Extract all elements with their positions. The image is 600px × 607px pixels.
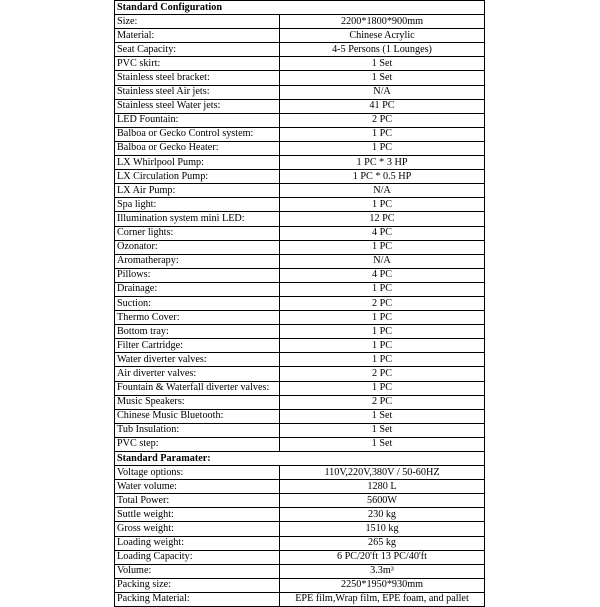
spec-value: 1 PC * 0.5 HP xyxy=(280,170,485,184)
spec-row xyxy=(115,99,485,113)
spec-value: EPE film,Wrap film, EPE foam, and pallet xyxy=(280,592,485,606)
spec-row xyxy=(115,494,485,508)
spec-label: Material: xyxy=(115,29,280,43)
spec-value: 1 PC xyxy=(280,240,485,254)
spec-row xyxy=(115,29,485,43)
spec-label: Seat Capacity: xyxy=(115,43,280,57)
spec-row xyxy=(115,381,485,395)
spec-value: 1510 kg xyxy=(280,522,485,536)
spec-label: Stainless steel Air jets: xyxy=(115,85,280,99)
spec-label: Illumination system mini LED: xyxy=(115,212,280,226)
spec-label: Filter Cartridge: xyxy=(115,339,280,353)
spec-label: Packing Material: xyxy=(115,592,280,606)
spec-row xyxy=(115,43,485,57)
spec-table-body xyxy=(115,1,485,607)
spec-row xyxy=(115,423,485,437)
spec-value: 2 PC xyxy=(280,113,485,127)
spec-value: 1 PC xyxy=(280,282,485,296)
spec-label: Stainless steel bracket: xyxy=(115,71,280,85)
spec-value: 1 Set xyxy=(280,423,485,437)
spec-label: Suction: xyxy=(115,296,280,310)
spec-row xyxy=(115,578,485,592)
spec-row xyxy=(115,254,485,268)
spec-value: 12 PC xyxy=(280,212,485,226)
section-header-row xyxy=(115,452,485,466)
spec-value: 230 kg xyxy=(280,508,485,522)
spec-row xyxy=(115,268,485,282)
spec-value: 2 PC xyxy=(280,395,485,409)
spec-row xyxy=(115,282,485,296)
spec-value: N/A xyxy=(280,184,485,198)
spec-label: Pillows: xyxy=(115,268,280,282)
spec-value: 6 PC/20'ft 13 PC/40'ft xyxy=(280,550,485,564)
spec-value: 2 PC xyxy=(280,296,485,310)
spec-value: 5600W xyxy=(280,494,485,508)
spec-label: LED Fountain: xyxy=(115,113,280,127)
spec-row xyxy=(115,353,485,367)
spec-label: Suttle weight: xyxy=(115,508,280,522)
spec-value: 1 Set xyxy=(280,57,485,71)
spec-value: 1 PC xyxy=(280,141,485,155)
spec-row xyxy=(115,339,485,353)
spec-row xyxy=(115,226,485,240)
spec-label: LX Circulation Pump: xyxy=(115,170,280,184)
spec-row xyxy=(115,367,485,381)
spec-label: Spa light: xyxy=(115,198,280,212)
spec-value: 1 PC xyxy=(280,198,485,212)
spec-value: 2250*1950*930mm xyxy=(280,578,485,592)
spec-value: 110V,220V,380V / 50-60HZ xyxy=(280,466,485,480)
spec-label: PVC skirt: xyxy=(115,57,280,71)
spec-row xyxy=(115,113,485,127)
spec-row xyxy=(115,437,485,451)
spec-value: 1 PC xyxy=(280,311,485,325)
spec-label: Drainage: xyxy=(115,282,280,296)
spec-label: Voltage options: xyxy=(115,466,280,480)
spec-label: Thermo Cover: xyxy=(115,311,280,325)
spec-value: 4 PC xyxy=(280,268,485,282)
spec-row xyxy=(115,522,485,536)
section-header-row xyxy=(115,1,485,15)
spec-value: 1 PC xyxy=(280,353,485,367)
spec-row xyxy=(115,409,485,423)
spec-label: Loading weight: xyxy=(115,536,280,550)
spec-value: 1 Set xyxy=(280,437,485,451)
spec-label: Packing size: xyxy=(115,578,280,592)
spec-row xyxy=(115,550,485,564)
spec-row xyxy=(115,240,485,254)
spec-value: 2 PC xyxy=(280,367,485,381)
spec-table xyxy=(114,0,485,607)
spec-value: 1 PC xyxy=(280,325,485,339)
spec-value: 3.3m³ xyxy=(280,564,485,578)
spec-row xyxy=(115,71,485,85)
spec-row xyxy=(115,564,485,578)
spec-value: 1 PC xyxy=(280,127,485,141)
spec-value: 1 PC * 3 HP xyxy=(280,156,485,170)
spec-value: 1 PC xyxy=(280,339,485,353)
spec-label: Tub Insulation: xyxy=(115,423,280,437)
spec-value: 1 Set xyxy=(280,409,485,423)
spec-label: Loading Capacity: xyxy=(115,550,280,564)
spec-label: LX Whirlpool Pump: xyxy=(115,156,280,170)
spec-row xyxy=(115,592,485,606)
spec-value: 1 PC xyxy=(280,381,485,395)
spec-row xyxy=(115,296,485,310)
spec-label: Balboa or Gecko Heater: xyxy=(115,141,280,155)
spec-row xyxy=(115,184,485,198)
spec-label: Aromatherapy: xyxy=(115,254,280,268)
spec-label: Fountain & Waterfall diverter valves: xyxy=(115,381,280,395)
spec-label: Water diverter valves: xyxy=(115,353,280,367)
spec-row xyxy=(115,15,485,29)
spec-value: 4 PC xyxy=(280,226,485,240)
spec-row xyxy=(115,536,485,550)
spec-label: Size: xyxy=(115,15,280,29)
spec-value: Chinese Acrylic xyxy=(280,29,485,43)
spec-row xyxy=(115,325,485,339)
spec-label: Balboa or Gecko Control system: xyxy=(115,127,280,141)
spec-label: Total Power: xyxy=(115,494,280,508)
spec-value: 4-5 Persons (1 Lounges) xyxy=(280,43,485,57)
spec-label: Chinese Music Bluetooth: xyxy=(115,409,280,423)
spec-row xyxy=(115,508,485,522)
section-title: Standard Configuration xyxy=(115,1,485,15)
spec-label: Ozonator: xyxy=(115,240,280,254)
spec-value: 41 PC xyxy=(280,99,485,113)
section-title: Standard Paramater: xyxy=(115,452,485,466)
spec-label: LX Air Pump: xyxy=(115,184,280,198)
spec-label: Water volume: xyxy=(115,480,280,494)
spec-value: 1 Set xyxy=(280,71,485,85)
spec-row xyxy=(115,170,485,184)
spec-row xyxy=(115,311,485,325)
spec-label: Stainless steel Water jets: xyxy=(115,99,280,113)
spec-row xyxy=(115,466,485,480)
spec-row xyxy=(115,141,485,155)
spec-value: 265 kg xyxy=(280,536,485,550)
spec-row xyxy=(115,198,485,212)
spec-label: Gross weight: xyxy=(115,522,280,536)
spec-label: Volume: xyxy=(115,564,280,578)
spec-value: N/A xyxy=(280,254,485,268)
spec-row xyxy=(115,395,485,409)
spec-row xyxy=(115,212,485,226)
spec-label: PVC step: xyxy=(115,437,280,451)
spec-value: 2200*1800*900mm xyxy=(280,15,485,29)
spec-label: Bottom tray: xyxy=(115,325,280,339)
spec-row xyxy=(115,480,485,494)
spec-value: 1280 L xyxy=(280,480,485,494)
spec-label: Corner lights: xyxy=(115,226,280,240)
spec-label: Music Speakers: xyxy=(115,395,280,409)
spec-value: N/A xyxy=(280,85,485,99)
spec-sheet xyxy=(114,0,484,607)
spec-row xyxy=(115,57,485,71)
spec-label: Air diverter valves: xyxy=(115,367,280,381)
spec-row xyxy=(115,85,485,99)
spec-row xyxy=(115,156,485,170)
spec-row xyxy=(115,127,485,141)
